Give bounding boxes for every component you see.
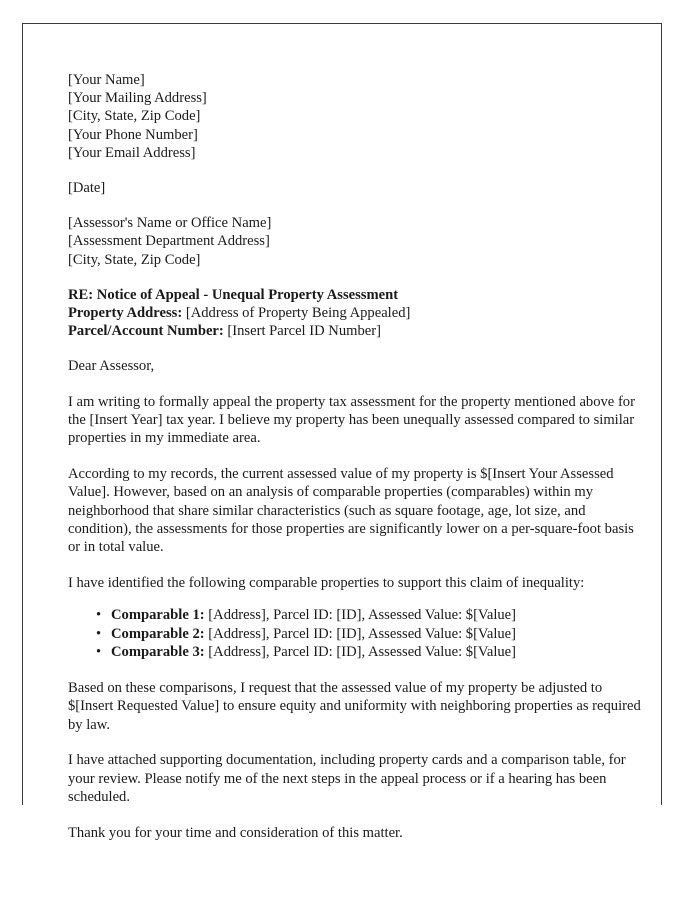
parcel-number-line bbox=[68, 322, 646, 340]
sender-phone-number: [Your Phone Number] bbox=[68, 126, 198, 143]
comparable-details: [Address], Parcel ID: [ID], Assessed Value: $[Value] bbox=[204, 644, 517, 661]
re-line: RE: Notice of Appeal - Unequal Property Assessment bbox=[68, 286, 399, 303]
date-block bbox=[68, 179, 646, 197]
salutation-block bbox=[68, 357, 646, 375]
comparables-list bbox=[68, 606, 646, 662]
letter-page bbox=[22, 23, 662, 841]
bullet-icon: • bbox=[96, 644, 102, 661]
list-item bbox=[68, 625, 646, 644]
sender-city-state-zip: [City, State, Zip Code] bbox=[68, 108, 201, 125]
parcel-number-value: [Insert Parcel ID Number] bbox=[223, 323, 381, 340]
recipient-city-state-zip: [City, State, Zip Code] bbox=[68, 251, 201, 268]
salutation: Dear Assessor, bbox=[68, 358, 155, 375]
sender-name: [Your Name] bbox=[68, 72, 145, 88]
subject-block bbox=[68, 286, 646, 341]
property-address-line bbox=[68, 304, 646, 322]
property-address-value: [Address of Property Being Appealed] bbox=[182, 305, 411, 322]
recipient-department-address: [Assessment Department Address] bbox=[68, 233, 270, 250]
sender-address-block bbox=[68, 71, 646, 162]
comparable-details: [Address], Parcel ID: [ID], Assessed Value: $[Value] bbox=[204, 625, 517, 642]
comparable-label: Comparable 1: bbox=[111, 607, 205, 624]
date-line: [Date] bbox=[68, 180, 106, 197]
letter-content bbox=[68, 71, 646, 842]
bullet-icon: • bbox=[96, 625, 102, 642]
comparable-label: Comparable 2: bbox=[111, 625, 205, 642]
parcel-number-label: Parcel/Account Number: bbox=[68, 323, 224, 340]
sender-email-address: [Your Email Address] bbox=[68, 144, 196, 161]
paragraph-thank-you: Thank you for your time and consideration of this matter. bbox=[68, 824, 403, 841]
paragraph-requested-adjustment: Based on these comparisons, I request that the assessed value of my property be adjusted to $[Insert Requested Value] to ensure equity and uniformity with neighboring properties as required by law. bbox=[68, 680, 641, 733]
comparable-details: [Address], Parcel ID: [ID], Assessed Value: $[Value] bbox=[204, 607, 517, 624]
list-item bbox=[68, 643, 646, 662]
comparable-label: Comparable 3: bbox=[111, 644, 205, 661]
paragraph-assessed-value: According to my records, the current assessed value of my property is $[Insert Your Assessed Value]. However, based on an analysis of comparable properties (comparables) within my neighborhood that share similar characteristics (such as square footage, age, lot size, and condition), the assessments for those properties are significantly lower on a per-square-foot basis or in total value. bbox=[68, 465, 634, 556]
paragraph-intro: I am writing to formally appeal the property tax assessment for the property mentioned above for the [Insert Year] tax year. I believe my property has been unequally assessed compared to similar properties in my immediate area. bbox=[68, 393, 635, 447]
sender-mailing-address: [Your Mailing Address] bbox=[68, 90, 207, 107]
list-item bbox=[68, 606, 646, 625]
comparables-intro: I have identified the following comparable properties to support this claim of inequality: bbox=[68, 574, 585, 591]
paragraph-attachments: I have attached supporting documentation, including property cards and a comparison table, for your review. Please notify me of the next steps in the appeal process or if a hearing has been scheduled. bbox=[68, 752, 626, 806]
property-address-label: Property Address: bbox=[68, 305, 183, 322]
recipient-name: [Assessor's Name or Office Name] bbox=[68, 215, 272, 232]
recipient-address-block bbox=[68, 214, 646, 269]
bullet-icon: • bbox=[96, 607, 102, 624]
